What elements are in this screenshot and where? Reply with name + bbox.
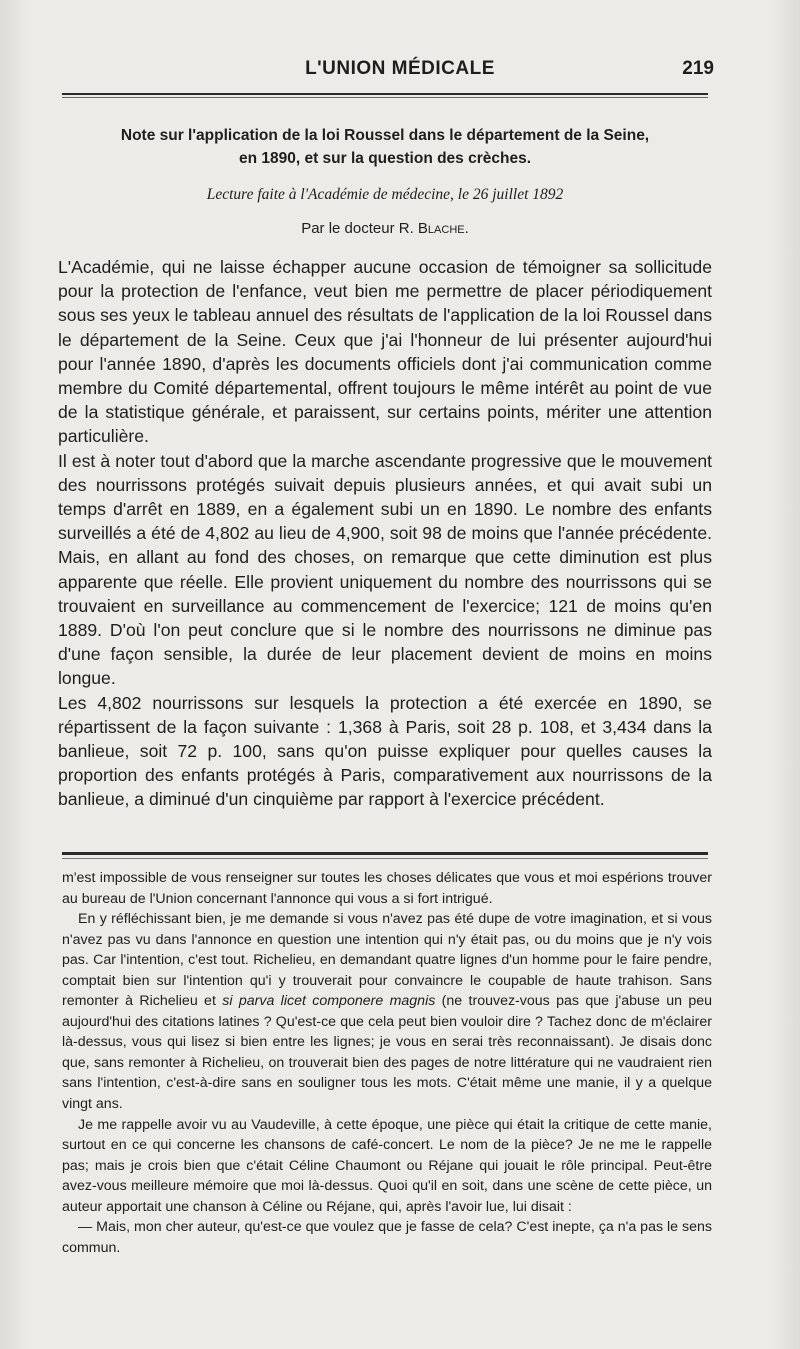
feuilleton-paragraph: Je me rappelle avoir vu au Vaudeville, à cette époque, une pièce qui était la critique de cette manie, surtout en ce qui concerne les chansons de café-concert. Le nom de la pièce? Je ne me le rappelle pas; mais je crois bien que c'était Céline Chaumont ou Réjane qui jouait le rôle principal. Peut-être avez-vous meilleure mémoire que moi là-dessus. Quoi qu'il en soit, dans une scène de cette pièce, un auteur apportait une chanson à Céline ou Réjane, qui, après l'avoir lue, lui disait : (62, 1116, 712, 1215)
feuilleton-text: (ne trouvez-vous pas que j'abuse un peu aujourd'hui des citations latines ? Qu'est-ce que cela peut bien vouloir dire ? Tachez donc de m'éclairer là-dessus, vous qui lisez si bien entre les lignes; je vous en serai très reconnaissant). Je disais donc que, sans remonter à Richelieu, on trouverait bien des pages de notre littérature qui ne vaudraient rien sans l'intention, c'est-à-dire sans en souligner tous les mots. C'était même une manie, il y a quelque vingt ans. (62, 993, 712, 1113)
article-paragraph: Les 4,802 nourrissons sur lesquels la protection a été exercée en 1890, se répartissent de la façon suivante : 1,368 à Paris, soit 28 p. 108, et 3,434 dans la banlieue, soit 72 p. 100, sans qu'on puisse expliquer pour quelles causes la proportion des enfants protégés à Paris, comparativement aux nourrissons de la banlieue, a diminué d'un cinquième par rapport à l'exercice précédent. (58, 692, 712, 810)
running-header (0, 58, 800, 86)
article-title-line-2: en 1890, et sur la question des crèches. (238, 150, 532, 167)
author-name: Blache (417, 220, 465, 237)
feuilleton-paragraph (62, 909, 712, 1114)
feuilleton-body (62, 868, 712, 1258)
feuilleton-paragraph: — Mais, mon cher auteur, qu'est-ce que voulez que je fasse de cela? C'est inepte, ça n'a pas le sens commun. (62, 1219, 712, 1256)
feuilleton-paragraph: m'est impossible de vous renseigner sur toutes les choses délicates que vous et moi espérions trouver au bureau de l'Union concernant l'annonce qui vous a si fort intrigué. (62, 870, 712, 907)
article-paragraph: L'Académie, qui ne laisse échapper aucune occasion de témoigner sa sollicitude pour la protection de l'enfance, veut bien me permettre de placer périodiquement sous ses yeux le tableau annuel des résultats de l'application de la loi Roussel dans le département de la Seine. Ceux que j'ai l'honneur de lui présenter aujourd'hui pour l'année 1890, d'après les documents officiels dont j'ai communication comme membre du Comité départemental, offrent toujours le même intérêt au point de vue de la statistique générale, et paraissent, sur certains points, mériter une attention particulière. (58, 257, 712, 447)
article-body (58, 255, 712, 812)
author-prefix: Par le docteur R. (301, 220, 418, 237)
header-rule-thin (62, 97, 708, 98)
article-paragraph: Il est à noter tout d'abord que la marche ascendante progressive que le mouvement des nourrissons protégés suivait depuis plusieurs années, et qui avait subi un temps d'arrêt en 1889, en a également subi un en 1890. Le nombre des enfants surveillés a été de 4,802 au lieu de 4,900, soit 98 de moins que l'année précédente. Mais, en allant au fond des choses, on remarque que cette diminution est plus apparente que réelle. Elle provient uniquement du nombre des nourrissons qui se trouvaient en surveillance au commencement de l'exercice; 121 de moins qu'en 1889. D'où l'on peut conclure que si le nombre des nourrissons ne diminue pas d'une façon sensible, la durée de leur placement devient de moins en moins longue. (58, 450, 712, 689)
author-suffix: . (464, 220, 469, 237)
article-title (62, 124, 708, 170)
header-rule (62, 93, 708, 95)
lecture-note: Lecture faite à l'Académie de médecine, le 26 juillet 1892 (206, 186, 564, 203)
feuilleton-separator-thin (62, 858, 708, 859)
page-number: 219 (682, 58, 714, 79)
feuilleton-separator (62, 852, 708, 855)
latin-quote: si parva licet componere magnis (222, 993, 436, 1010)
journal-title: L'UNION MÉDICALE (305, 58, 495, 79)
feuilleton-text: En y réfléchissant bien, je me demande si vous n'avez pas été dupe de votre imagination, et si vous n'avez pas vu dans l'annonce en question une intention qui n'y était pas, ou du moins que je n'y vois pas. Car l'intention, c'est tout. Richelieu, en demandant quatre lignes d'un homme pour le faire pendre, comptait bien sur l'intention qu'i y trouverait pour convaincre le coupable de haute trahison. Sans remonter à Richelieu et (62, 911, 712, 1010)
author-line (62, 220, 708, 237)
article-title-line-1: Note sur l'application de la loi Roussel dans le département de la Seine, (120, 127, 650, 144)
